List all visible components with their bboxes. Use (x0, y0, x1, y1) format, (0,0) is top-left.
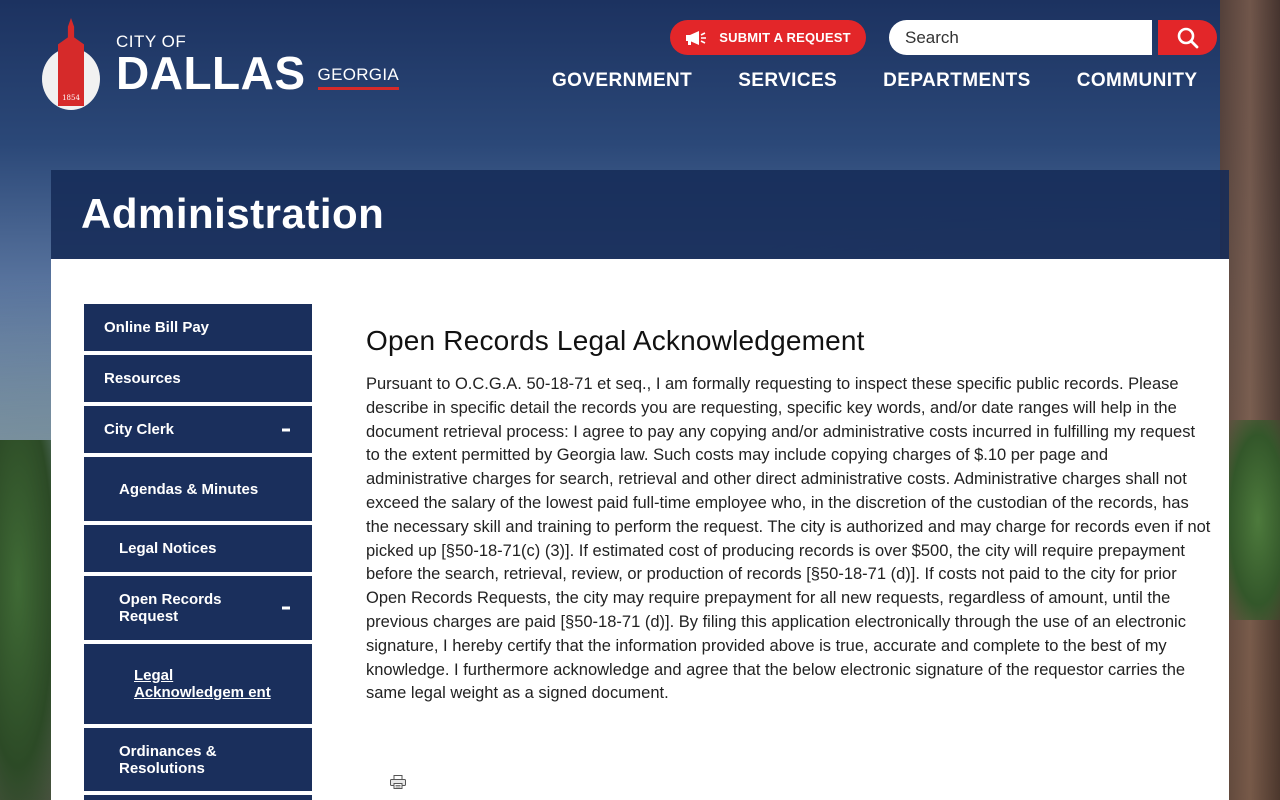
nav-departments[interactable]: DEPARTMENTS (883, 70, 1031, 91)
search-button[interactable] (1158, 20, 1217, 55)
submit-request-label: SUBMIT A REQUEST (719, 30, 851, 45)
logo-city-of: CITY OF (116, 32, 187, 51)
sidebar-item-label: Legal Acknowledgem ent (134, 667, 271, 701)
sidebar-item-label: Legal Notices (119, 540, 217, 557)
logo-state: GEORGIA (318, 65, 399, 90)
page-banner (51, 170, 1229, 259)
sidebar-item-resources[interactable] (84, 355, 312, 406)
article-body: Pursuant to O.C.G.A. 50-18-71 et seq., I am formally requesting to inspect these specific public records. Please describe in specific detail the records you are requesting, specific key words, and/or date ranges will help in the document retrieval process: I agree to pay any copying and/or administrative costs incurred in fulfilling my request to the extent permitted by Georgia law. Such costs may include copying charges of $.10 per page and administrative charges for search, retrieval and other direct administrative costs. Administrative charges shall not exceed the salary of the lowest paid full-time employee who, in the discretion of the custodian of the records, has the necessary skill and training to perform the request. The city is authorized and may charge for records even if not picked up [§50-18-71(c) (3)]. If estimated cost of producing records is over $500, the city will require prepayment before the search, retrieval, review, or production of records [§50-18-71 (d)]. If costs not paid to the city for prior Open Records Requests, the city may require prepayment for all new requests, regardless of amount, until the previous charges are paid [§50-18-71 (d)]. By filing this application electronically through the use of an electronic signature, I hereby certify that the information provided above is true, accurate and complete to the best of my knowledge. I furthermore acknowledge and agree that the below electronic signature of the requestor carries the same legal weight as a signed document. (366, 375, 1211, 703)
article (366, 325, 1211, 706)
sidebar-item-label: Resources (104, 370, 181, 387)
sidebar-item-legal-acknowledgement[interactable] (84, 644, 312, 728)
logo-city-name: DALLAS (116, 47, 306, 99)
page-title: Administration (81, 190, 385, 237)
nav-community[interactable]: COMMUNITY (1076, 70, 1198, 91)
sidebar-item-online-bill-pay[interactable] (84, 304, 312, 355)
sidebar-item-label: Agendas & Minutes (119, 480, 259, 498)
collapse-toggle-icon[interactable] (282, 428, 290, 431)
nav-government[interactable]: GOVERNMENT (552, 70, 693, 91)
background-tower (1220, 0, 1280, 800)
background-tree-right (1225, 420, 1280, 620)
collapse-toggle-icon[interactable] (282, 607, 290, 610)
logo-year: 1854 (62, 94, 80, 102)
clock-tower-icon (40, 14, 102, 110)
search-icon (1176, 26, 1200, 50)
sidebar-item-label: City Clerk (104, 421, 175, 438)
side-nav (84, 304, 312, 800)
logo-text (116, 32, 399, 99)
sidebar-item-next[interactable] (84, 795, 312, 800)
main-nav (552, 70, 1198, 92)
content-card (51, 259, 1229, 800)
megaphone-icon (685, 30, 707, 46)
sidebar-item-ordinances-resolutions[interactable] (84, 728, 312, 795)
submit-request-button[interactable] (670, 20, 866, 55)
sidebar-item-label: Online Bill Pay (104, 319, 210, 336)
search-input[interactable] (889, 20, 1152, 55)
nav-services[interactable]: SERVICES (738, 70, 838, 91)
sidebar-item-label: Open Records Request (119, 591, 222, 625)
article-title: Open Records Legal Acknowledgement (366, 325, 865, 356)
printer-icon[interactable] (390, 775, 406, 789)
site-logo[interactable] (40, 14, 399, 110)
sidebar-item-agendas-minutes[interactable] (84, 457, 312, 525)
sidebar-item-open-records-request[interactable] (84, 576, 312, 644)
sidebar-item-legal-notices[interactable] (84, 525, 312, 576)
sidebar-item-label: Ordinances & Resolutions (119, 742, 217, 777)
sidebar-item-city-clerk[interactable] (84, 406, 312, 457)
